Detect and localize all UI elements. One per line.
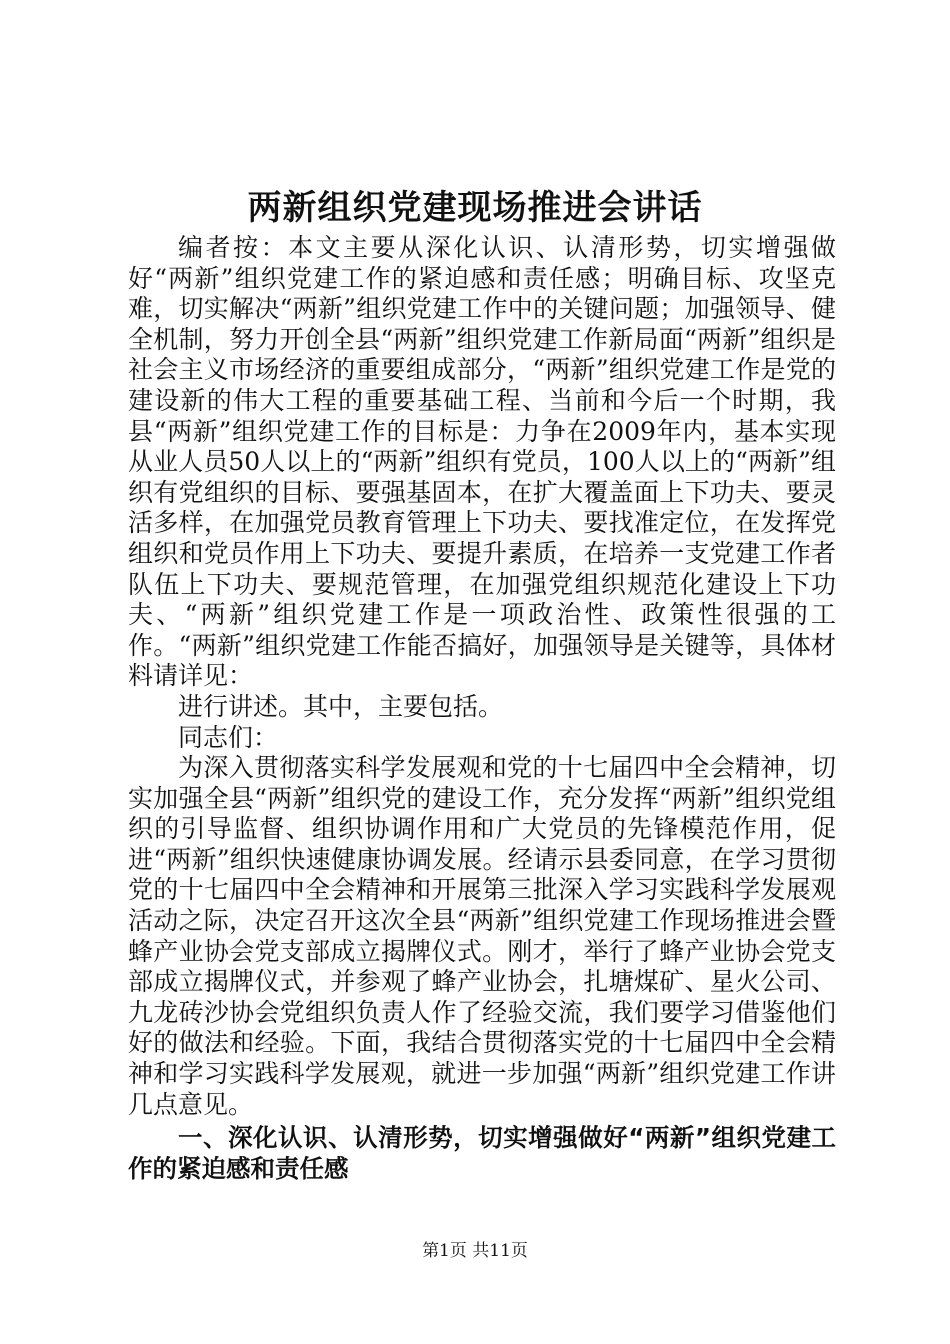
salutation-paragraph: 同志们： [178,722,279,752]
section-heading: 一、深化认识、认清形势，切实增强做好“两新”组织党建工作的紧迫感和责任感 [128,1123,836,1184]
document-body [128,233,836,1184]
page-footer: 第1页 共11页 [422,1241,528,1261]
editor-note-paragraph: 编者按：本文主要从深化认识、认清形势，切实增强做好“两新”组织党建工作的紧迫感和责任感；明确目标、攻坚克难，切实解决“两新”组织党建工作中的关键问题；加强领导、健全机制，努力开创全县“两新”组织党建工作新局面“两新”组织是社会主义市场经济的重要组成部分，“两新”组织党建工作是党的建设新的伟大工程的重要基础工程、当前和今后一个时期，我县“两新”组织党建工作的目标是：力争在2009年内，基本实现从业人员50人以上的“两新”组织有党员，100人以上的“两新”组织有党组织的目标、要强基固本，在扩大覆盖面上下功夫、要灵活多样，在加强党员教育管理上下功夫、要找准定位，在发挥党组织和党员作用上下功夫、要提升素质，在培养一支党建工作者队伍上下功夫、要规范管理，在加强党组织规范化建设上下功夫、“两新”组织党建工作是一项政治性、政策性很强的工作。“两新”组织党建工作能否搞好，加强领导是关键等，具体材料请详见： [128,233,836,691]
opening-paragraph: 为深入贯彻落实科学发展观和党的十七届四中全会精神，切实加强全县“两新”组织党的建设工作，充分发挥“两新”组织党组织的引导监督、组织协调作用和广大党员的先锋模范作用，促进“两新”组织快速健康协调发展。经请示县委同意，在学习贯彻党的十七届四中全会精神和开展第三批深入学习实践科学发展观活动之际，决定召开这次全县“两新”组织党建工作现场推进会暨蜂产业协会党支部成立揭牌仪式。刚才，举行了蜂产业协会党支部成立揭牌仪式，并参观了蜂产业协会，扎塘煤矿、星火公司、九龙砖沙协会党组织负责人作了经验交流，我们要学习借鉴他们好的做法和经验。下面，我结合贯彻落实党的十七届四中全会精神和学习实践科学发展观，就进一步加强“两新”组织党建工作讲几点意见。 [128,753,836,1119]
intro-line-paragraph: 进行讲述。其中，主要包括。 [178,691,504,721]
document-title: 两新组织党建现场推进会讲话 [247,188,703,228]
